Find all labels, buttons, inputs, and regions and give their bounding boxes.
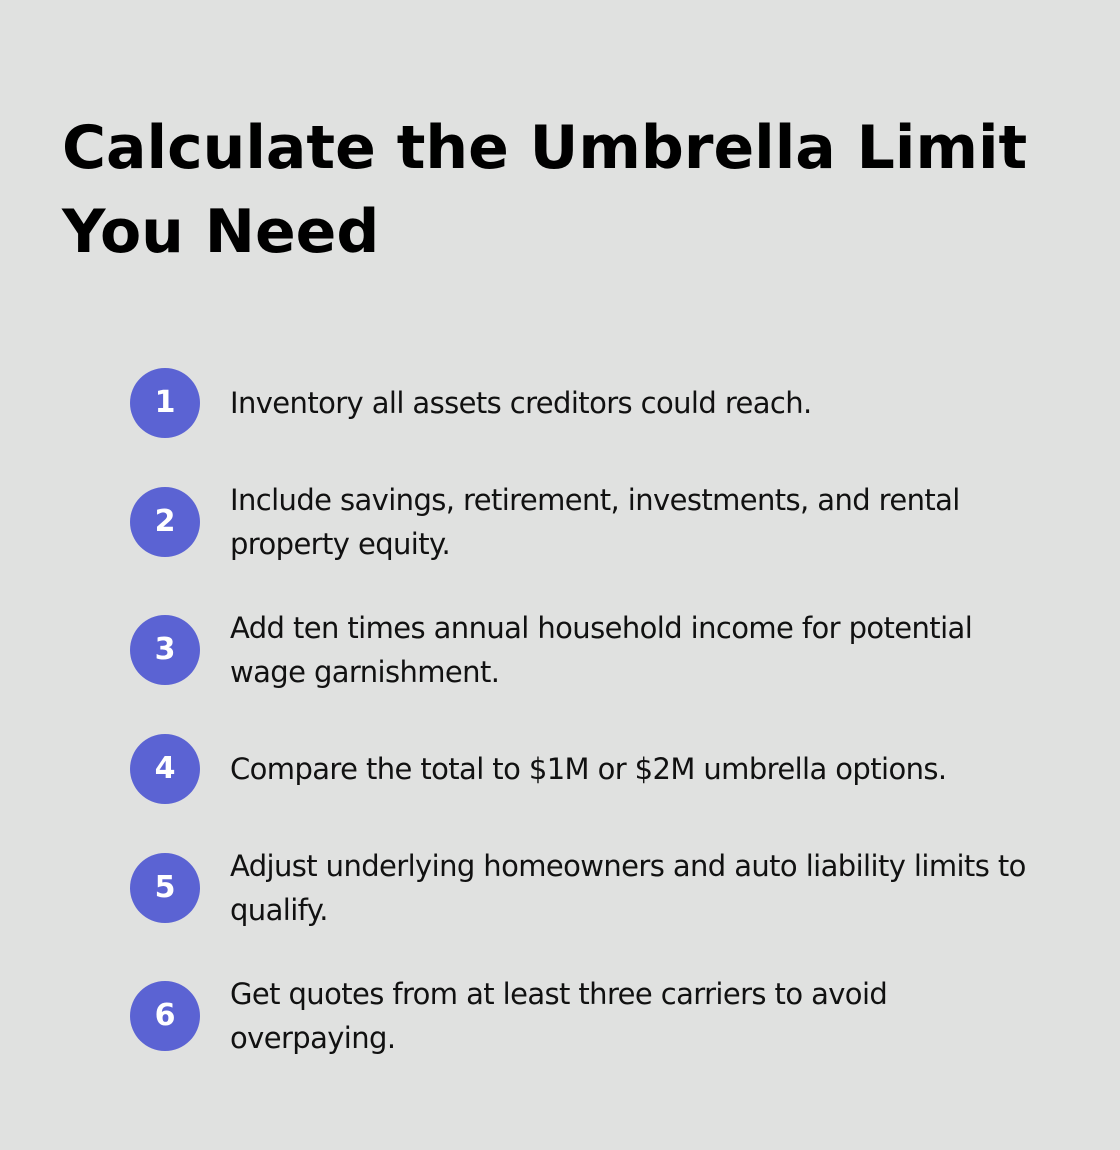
step-number-badge: 2 [130,487,200,557]
page-title: Calculate the Umbrella Limit You Need [62,113,1028,267]
step-text: Compare the total to $1M or $2M umbrella options. [230,752,947,786]
step-6 [130,977,1070,1071]
step-text: Get quotes from at least three carriers to avoid overpaying. [230,977,888,1055]
step-1 [130,368,1070,458]
step-5 [130,849,1070,943]
step-4 [130,734,1070,824]
step-text: Adjust underlying homeowners and auto liability limits to qualify. [230,849,1026,927]
step-number-badge: 3 [130,615,200,685]
step-text: Inventory all assets creditors could reach. [230,386,812,420]
step-2 [130,483,1070,577]
step-text: Include savings, retirement, investments, and rental property equity. [230,483,960,561]
step-3 [130,611,1070,705]
step-number-badge: 5 [130,853,200,923]
step-number-badge: 4 [130,734,200,804]
step-text: Add ten times annual household income for potential wage garnishment. [230,611,973,689]
step-number-badge: 6 [130,981,200,1051]
step-number-badge: 1 [130,368,200,438]
